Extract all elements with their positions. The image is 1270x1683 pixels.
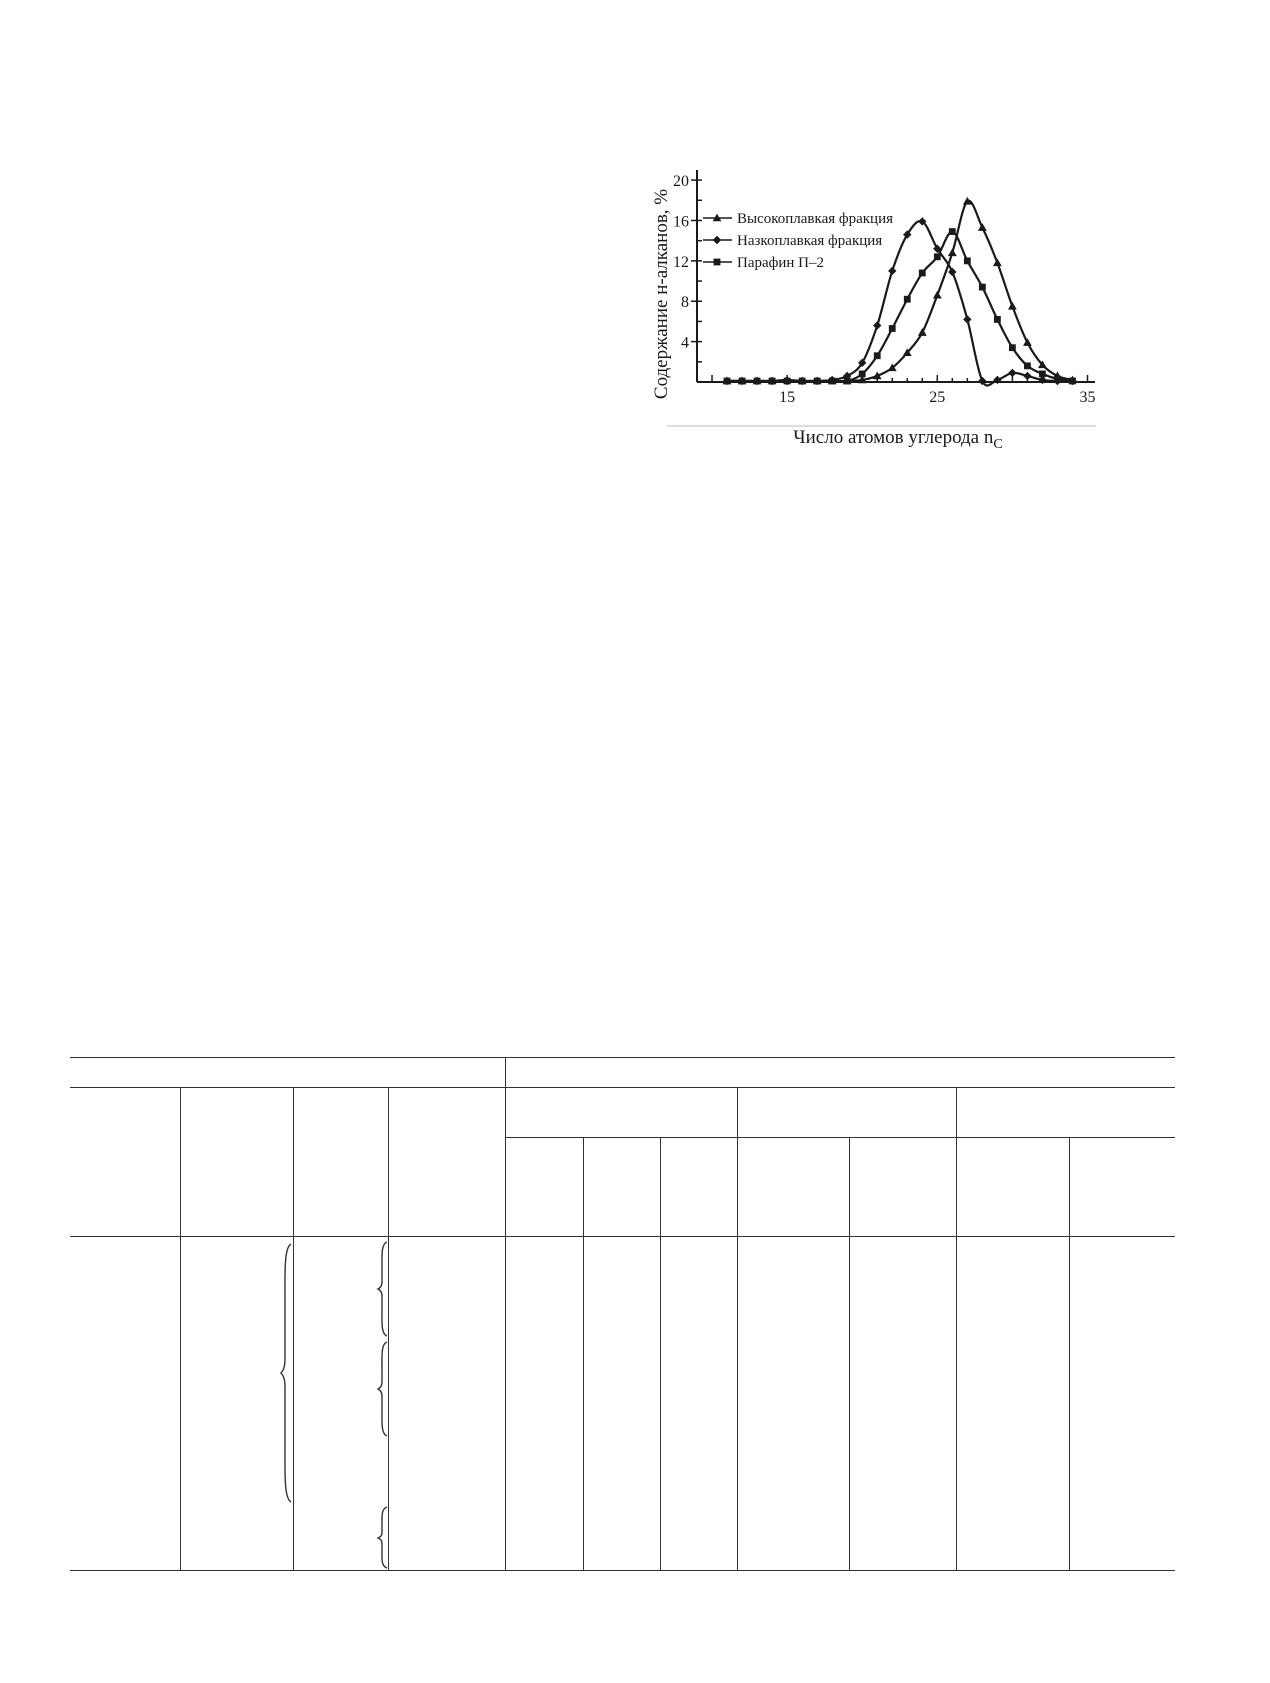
point-square [1009, 344, 1016, 351]
table-col-divider-9 [956, 1087, 957, 1570]
point-square [964, 257, 971, 264]
n-alkane-distribution-chart [640, 160, 1150, 460]
x-axis-label-text: Число атомов углерода n [793, 427, 994, 448]
table-col-divider-6 [660, 1137, 661, 1570]
table-brace-1 [375, 1240, 389, 1338]
point-diamond [873, 321, 881, 329]
y-axis-label: Содержание н-алканов, % [651, 188, 672, 400]
point-triangle [933, 291, 942, 299]
point-triangle [978, 223, 987, 231]
point-square [949, 228, 956, 235]
point-square [1039, 371, 1046, 378]
legend-marker-diamond [713, 236, 721, 244]
legend-label-diamond: Назкоплавкая фракция [737, 233, 883, 249]
point-square [1069, 378, 1076, 385]
point-square [889, 325, 896, 332]
x-tick-label: 35 [1079, 389, 1096, 406]
table-col-divider-8 [849, 1137, 850, 1570]
y-tick-label: 4 [681, 334, 689, 352]
point-square [769, 378, 776, 385]
legend-label-square: Парафин П–2 [737, 255, 825, 271]
legend-label-triangle: Высокоплавкая фракция [737, 211, 894, 227]
point-square [814, 378, 821, 385]
x-axis-label [793, 427, 1002, 452]
y-tick-label: 20 [673, 173, 689, 191]
point-square [1054, 376, 1061, 383]
point-square [724, 378, 731, 385]
y-tick-label: 16 [673, 213, 689, 231]
table-bottom-rule [70, 1570, 1175, 1571]
chart-axes [667, 170, 1096, 426]
point-square [979, 284, 986, 291]
point-square [754, 378, 761, 385]
x-tick-label: 25 [929, 389, 946, 406]
series-line-triangle [727, 201, 1072, 381]
table-header-rule-1 [70, 1087, 1175, 1088]
point-square [829, 378, 836, 385]
point-triangle [993, 258, 1002, 266]
y-tick-label: 12 [673, 253, 689, 271]
point-square [1024, 362, 1031, 369]
point-square [844, 378, 851, 385]
point-diamond [963, 315, 971, 323]
point-diamond [1023, 372, 1031, 380]
table-brace-2 [375, 1340, 389, 1438]
point-triangle [948, 248, 957, 256]
legend-marker-square [714, 259, 721, 266]
point-diamond [888, 267, 896, 275]
chart-series-lines [727, 201, 1072, 386]
point-triangle [918, 328, 927, 336]
point-square [904, 296, 911, 303]
point-square [874, 352, 881, 359]
point-diamond [1008, 369, 1016, 377]
chart-legend [703, 211, 893, 271]
x-tick-label: 15 [779, 389, 796, 406]
table-brace-3 [375, 1505, 389, 1570]
table-col-divider-1 [180, 1087, 181, 1570]
table-col-divider-4 [505, 1057, 506, 1570]
empty-table-frame [70, 1057, 1175, 1572]
table-col-divider-7 [737, 1087, 738, 1570]
point-diamond [948, 268, 956, 276]
point-triangle [1023, 338, 1032, 346]
point-square [799, 378, 806, 385]
table-header-bottom-rule [70, 1236, 1175, 1237]
point-square [994, 316, 1001, 323]
point-triangle [1008, 302, 1017, 310]
x-axis-label-subscript: C [993, 437, 1003, 452]
table-col-divider-10 [1069, 1137, 1070, 1570]
point-square [859, 371, 866, 378]
point-square [919, 270, 926, 277]
table-header-rule-2 [505, 1137, 1175, 1138]
point-square [739, 378, 746, 385]
table-col-divider-5 [583, 1137, 584, 1570]
point-square [784, 378, 791, 385]
table-top-rule [70, 1057, 1175, 1058]
table-brace-large [280, 1242, 294, 1504]
point-square [934, 253, 941, 260]
y-tick-label: 8 [681, 294, 689, 312]
